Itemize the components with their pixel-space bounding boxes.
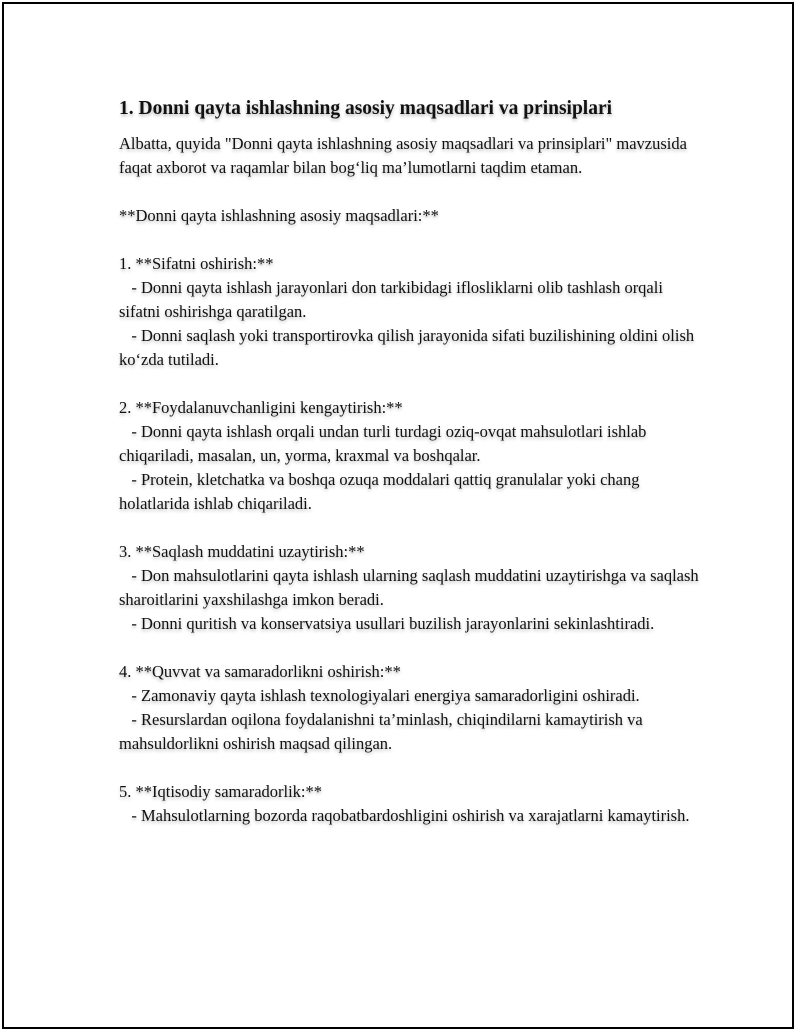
item-bullet: - Donni qayta ishlash orqali undan turli turdagi oziq-ovqat mahsulotlari ishlab chiqariladi, masalan, un, yorma, kraxmal va boshqalar. bbox=[119, 422, 647, 465]
document-content bbox=[119, 96, 699, 828]
item-bullet: - Donni qayta ishlash jarayonlari don tarkibidagi iflosliklarni olib tashlash orqali sifatni oshirishga qaratilgan. bbox=[119, 278, 663, 321]
item-heading: 5. **Iqtisodiy samaradorlik:** bbox=[119, 782, 323, 801]
spacer bbox=[119, 372, 699, 396]
document-title: 1. Donni qayta ishlashning asosiy maqsadlari va prinsiplari bbox=[119, 98, 613, 119]
item-bullet: - Donni quritish va konservatsiya usullari buzilish jarayonlarini sekinlashtiradi. bbox=[131, 614, 655, 633]
item-bullet: - Zamonaviy qayta ishlash texnologiyalari energiya samaradorligini oshiradi. bbox=[131, 686, 640, 705]
item-heading: 2. **Foydalanuvchanligini kengaytirish:** bbox=[119, 398, 403, 417]
item-heading: 3. **Saqlash muddatini uzaytirish:** bbox=[119, 542, 365, 561]
document-page bbox=[2, 2, 794, 1029]
item-bullet: - Don mahsulotlarini qayta ishlash ularning saqlash muddatini uzaytirishga va saqlash sharoitlarini yaxshilashga imkon beradi. bbox=[119, 566, 699, 609]
item-bullet: - Resurslardan oqilona foydalanishni ta’minlash, chiqindilarni kamaytirish va mahsuldorlikni oshirish maqsad qilingan. bbox=[119, 710, 643, 753]
list-item bbox=[119, 780, 699, 828]
item-bullet: - Protein, kletchatka va boshqa ozuqa moddalari qattiq granulalar yoki chang holatlarida ishlab chiqariladi. bbox=[119, 470, 640, 513]
item-bullet: - Mahsulotlarning bozorda raqobatbardoshligini oshirish va xarajatlarni kamaytirish. bbox=[131, 806, 690, 825]
section-heading: **Donni qayta ishlashning asosiy maqsadlari:** bbox=[119, 206, 439, 225]
item-bullet: - Donni saqlash yoki transportirovka qilish jarayonida sifati buzilishining oldini olish ko‘zda tutiladi. bbox=[119, 326, 695, 369]
list-item bbox=[119, 660, 699, 756]
item-heading: 1. **Sifatni oshirish:** bbox=[119, 254, 274, 273]
item-heading: 4. **Quvvat va samaradorlikni oshirish:** bbox=[119, 662, 401, 681]
spacer bbox=[119, 516, 699, 540]
list-item bbox=[119, 252, 699, 372]
spacer bbox=[119, 180, 699, 204]
spacer bbox=[119, 636, 699, 660]
intro-paragraph: Albatta, quyida "Donni qayta ishlashning asosiy maqsadlari va prinsiplari" mavzusida faqat axborot va raqamlar bilan bog‘liq ma’lumotlarni taqdim etaman. bbox=[119, 134, 687, 177]
list-item bbox=[119, 540, 699, 636]
list-item bbox=[119, 396, 699, 516]
spacer bbox=[119, 756, 699, 780]
spacer bbox=[119, 228, 699, 252]
